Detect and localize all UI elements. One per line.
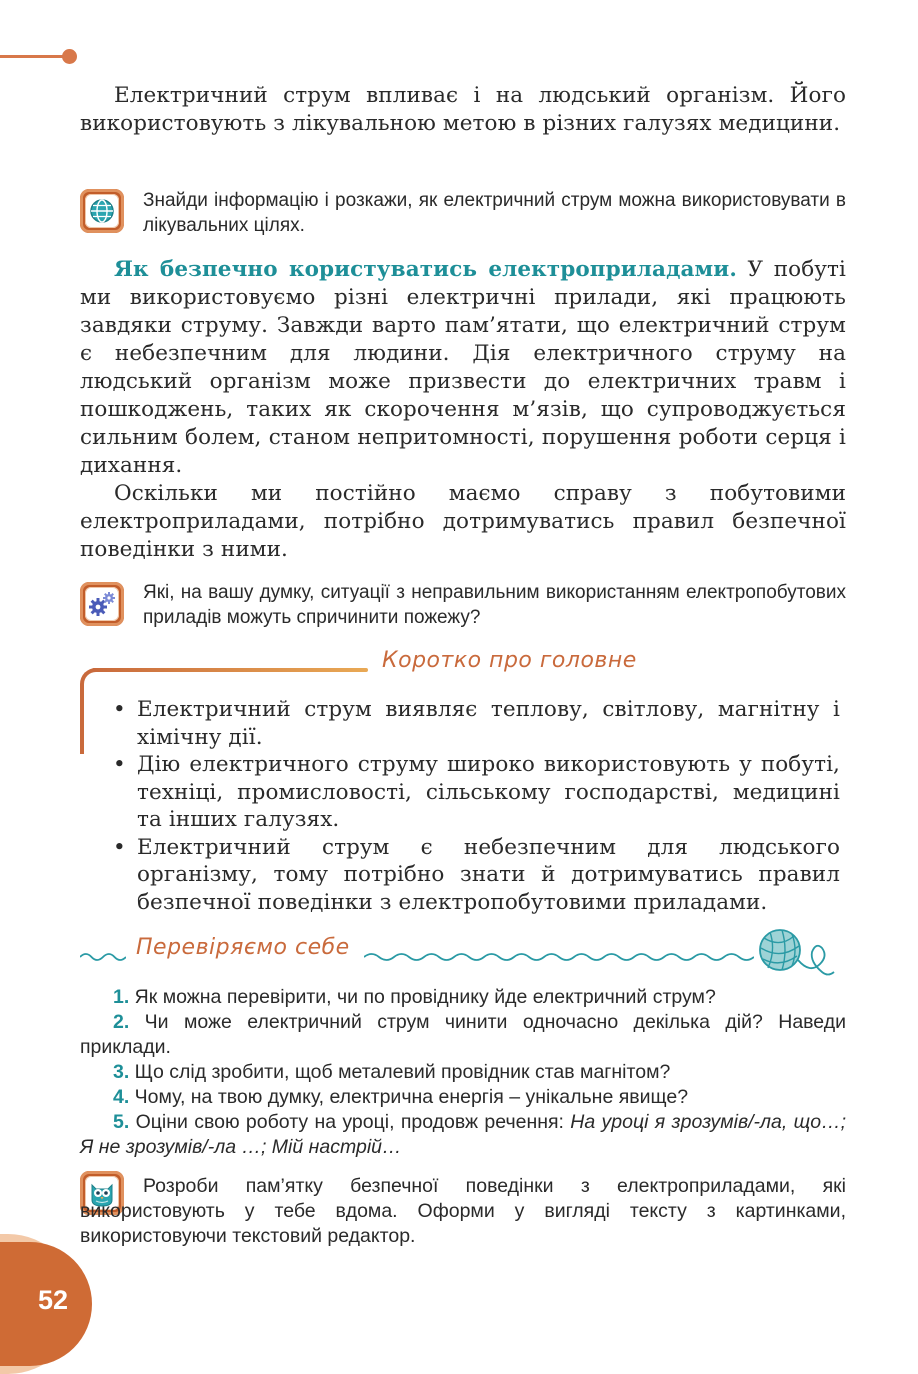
summary-title: Коротко про головне: [382, 648, 637, 673]
top-decor-line: [0, 55, 68, 58]
yarn-ball-icon: [748, 926, 840, 980]
top-decor-dot: [62, 49, 77, 64]
check-title: Перевіряємо себе: [136, 935, 350, 960]
list-item: • Дію електричного струму широко використовують у побуті, техніці, промисловості, сільському господарстві, медицині та інших галузях.: [110, 751, 840, 834]
safety-heading: Як безпечно користуватись електроприладами.: [114, 257, 737, 282]
safety-paragraph: [80, 256, 846, 480]
gears-icon: [80, 582, 124, 626]
intro-paragraph: Електричний струм впливає і на людський організм. Його використовують з лікувальною метою в різних галузях медицини.: [80, 83, 846, 136]
task-discuss-text: Які, на вашу думку, ситуації з неправильним використанням електропобутових приладів можуть спричинити пожежу?: [143, 582, 846, 628]
question-item: 5. Оціни свою роботу на уроці, продовж речення: На уроці я зрозумів/-ла, що…; Я не зрозумів/-ла …; Мій настрій…: [80, 1111, 846, 1158]
question-item: 3. Що слід зробити, щоб металевий провідник став магнітом?: [113, 1061, 671, 1083]
globe-icon: [80, 189, 124, 233]
safety-paragraph-2: Оскільки ми постійно маємо справу з побутовими електроприладами, потрібно дотримуватись правил безпечної поведінки з ними.: [80, 481, 846, 562]
task-project-text: Розроби пам’ятку безпечної поведінки з електроприладами, які використовують у тебе вдома. Оформи у вигляді тексту з картинками, використовуючи текстовий редактор.: [80, 1175, 846, 1247]
page-number: 52: [38, 1285, 69, 1315]
summary-decor-line: [92, 668, 368, 672]
safety-text: У побуті ми використовуємо різні електричні прилади, які працюють завдяки струму. Завжди варто пам’ятати, що електричний струм є небезпечним для людини. Дія електричного струму на людський організм може призвести до електричних травм і пошкоджень, таких як скорочення м’язів, що супроводжується сильним болем, станом непритомності, порушення роботи серця і дихання.: [80, 257, 846, 478]
list-item: • Електричний струм є небезпечним для людського організму, тому потрібно знати й дотримуватись правил безпечної поведінки з електропобутовими приладами.: [110, 834, 840, 917]
wave-decor-left: [80, 948, 126, 964]
wave-decor-right: [364, 948, 754, 964]
summary-decor-bracket: [80, 668, 96, 754]
questions-list: [80, 985, 846, 1160]
task-info-text: Знайди інформацію і розкажи, як електричний струм можна використовувати в лікувальних цілях.: [143, 190, 846, 236]
question-item: 1. Як можна перевірити, чи по провіднику йде електричний струм?: [113, 986, 716, 1008]
question-item: 2. Чи може електричний струм чинити одночасно декілька дій? Наведи приклади.: [80, 1011, 846, 1058]
list-item: • Електричний струм виявляє теплову, світлову, магнітну і хімічну дії.: [110, 696, 840, 751]
summary-list: [110, 696, 840, 916]
question-item: 4. Чому, на твою думку, електрична енергія – унікальне явище?: [113, 1086, 689, 1108]
